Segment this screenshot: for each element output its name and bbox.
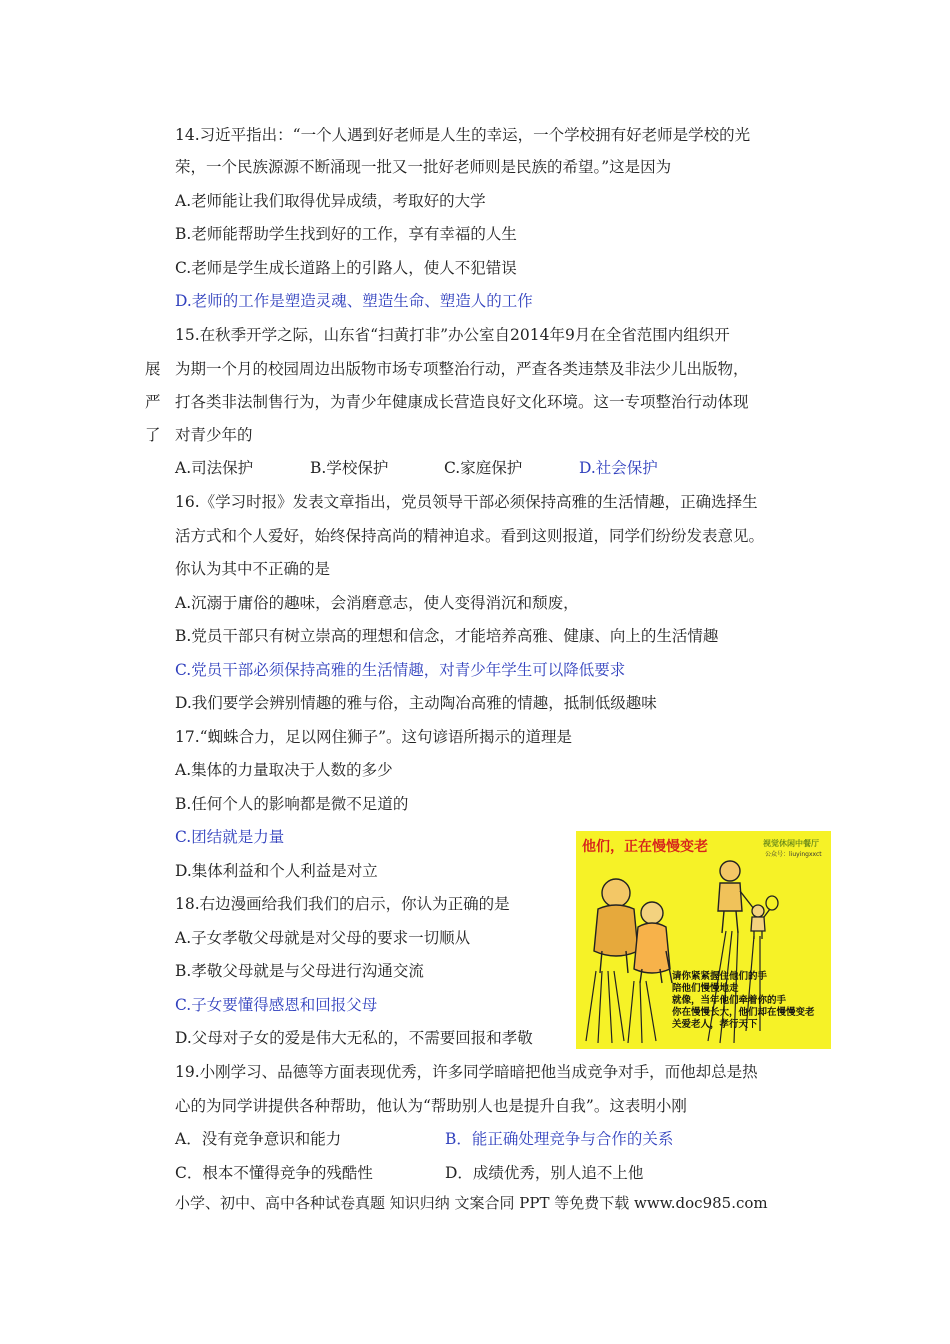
q19-option-d: D．成绩优秀，别人追不上他 bbox=[445, 1164, 644, 1182]
footer-banner: 小学、初中、高中各种试卷真题 知识归纳 文案合同 PPT 等免费下载 www.doc985.com bbox=[175, 1194, 768, 1212]
q17-option-c-answer: C.团结就是力量 bbox=[175, 828, 285, 846]
cartoon-message-5: 关爱老人，孝行天下 bbox=[672, 1019, 758, 1030]
cartoon-image bbox=[576, 831, 831, 1049]
q15-stem-line4: 对青少年的 bbox=[175, 426, 253, 444]
q14-option-a: A.老师能让我们取得优异成绩，考取好的大学 bbox=[175, 192, 486, 210]
cartoon-message-4: 你在慢慢长大，他们却在慢慢变老 bbox=[672, 1007, 815, 1018]
cartoon-account: 公众号：liuyingxxct bbox=[765, 851, 822, 858]
q18-option-a: A.子女孝敬父母就是对父母的要求一切顺从 bbox=[175, 929, 471, 947]
q14-option-d-answer: D.老师的工作是塑造灵魂、塑造生命、塑造人的工作 bbox=[175, 292, 533, 310]
q16-stem-line2: 活方式和个人爱好，始终保持高尚的精神追求。看到这则报道，同学们纷纷发表意见。 bbox=[175, 527, 765, 545]
q16-option-d: D.我们要学会辨别情趣的雅与俗，主动陶冶高雅的情趣，抵制低级趣味 bbox=[175, 694, 657, 712]
q15-stem-line3: 打各类非法制售行为，为青少年健康成长营造良好文化环境。这一专项整治行动体现 bbox=[175, 393, 749, 411]
q15-option-a: A.司法保护 bbox=[175, 459, 254, 477]
q19-option-a: A．没有竞争意识和能力 bbox=[175, 1130, 342, 1148]
q14-stem-line2: 荣，一个民族源源不断涌现一批又一批好老师则是民族的希望。”这是因为 bbox=[175, 158, 672, 176]
cartoon-message-3: 就像，当年他们牵着你的手 bbox=[672, 995, 787, 1006]
cartoon-title: 他们，正在慢慢变老 bbox=[582, 839, 708, 855]
q17-option-a: A.集体的力量取决于人数的多少 bbox=[175, 761, 393, 779]
q15-side-char-2: 严 bbox=[145, 393, 161, 411]
q18-stem: 18.右边漫画给我们我们的启示，你认为正确的是 bbox=[175, 895, 510, 913]
q18-option-b: B.孝敬父母就是与父母进行沟通交流 bbox=[175, 962, 424, 980]
q14-stem-line1: 14.习近平指出：“一个人遇到好老师是人生的幸运，一个学校拥有好老师是学校的光 bbox=[175, 126, 751, 144]
q15-side-char-1: 展 bbox=[145, 360, 161, 378]
cartoon-message-2: 陪他们慢慢地走 bbox=[672, 983, 739, 994]
cartoon-message-1: 请你紧紧握住他们的手 bbox=[672, 971, 768, 982]
q16-option-c-answer: C.党员干部必须保持高雅的生活情趣，对青少年学生可以降低要求 bbox=[175, 661, 626, 679]
q15-option-b: B.学校保护 bbox=[310, 459, 389, 477]
q15-side-char-3: 了 bbox=[145, 426, 161, 444]
q14-option-c: C.老师是学生成长道路上的引路人，使人不犯错误 bbox=[175, 259, 517, 277]
q18-option-d: D.父母对子女的爱是伟大无私的，不需要回报和孝敬 bbox=[175, 1029, 533, 1047]
q15-option-c: C.家庭保护 bbox=[444, 459, 523, 477]
q19-stem-line1: 19.小刚学习、品德等方面表现优秀，许多同学暗暗把他当成竞争对手，而他却总是热 bbox=[175, 1063, 758, 1081]
q14-option-b: B.老师能帮助学生找到好的工作，享有幸福的人生 bbox=[175, 225, 517, 243]
q17-stem: 17.“蜘蛛合力，足以网住狮子”。这句谚语所揭示的道理是 bbox=[175, 728, 573, 746]
q19-stem-line2: 心的为同学讲提供各种帮助，他认为“帮助别人也是提升自我”。这表明小刚 bbox=[175, 1097, 687, 1115]
q16-option-a: A.沉溺于庸俗的趣味，会消磨意志，使人变得消沉和颓废， bbox=[175, 594, 579, 612]
q19-option-b-answer: B．能正确处理竞争与合作的关系 bbox=[445, 1130, 674, 1148]
q16-stem-line1: 16.《学习时报》发表文章指出，党员领导干部必须保持高雅的生活情趣，正确选择生 bbox=[175, 493, 758, 511]
q19-option-c: C．根本不懂得竞争的残酷性 bbox=[175, 1164, 373, 1182]
q15-option-d-answer: D.社会保护 bbox=[579, 459, 658, 477]
q17-option-b: B.任何个人的影响都是微不足道的 bbox=[175, 795, 409, 813]
q16-option-b: B.党员干部只有树立崇高的理想和信念，才能培养高雅、健康、向上的生活情趣 bbox=[175, 627, 719, 645]
q16-stem-line3: 你认为其中不正确的是 bbox=[175, 560, 331, 578]
q15-stem-line1: 15.在秋季开学之际，山东省“扫黄打非”办公室自2014年9月在全省范围内组织开 bbox=[175, 326, 730, 344]
q17-option-d: D.集体利益和个人利益是对立 bbox=[175, 862, 378, 880]
q18-option-c-answer: C.子女要懂得感恩和回报父母 bbox=[175, 996, 378, 1014]
cartoon-brand: 视觉休闲中餐厅 bbox=[763, 839, 819, 848]
q15-stem-line2: 为期一个月的校园周边出版物市场专项整治行动，严查各类违禁及非法少儿出版物， bbox=[175, 360, 749, 378]
